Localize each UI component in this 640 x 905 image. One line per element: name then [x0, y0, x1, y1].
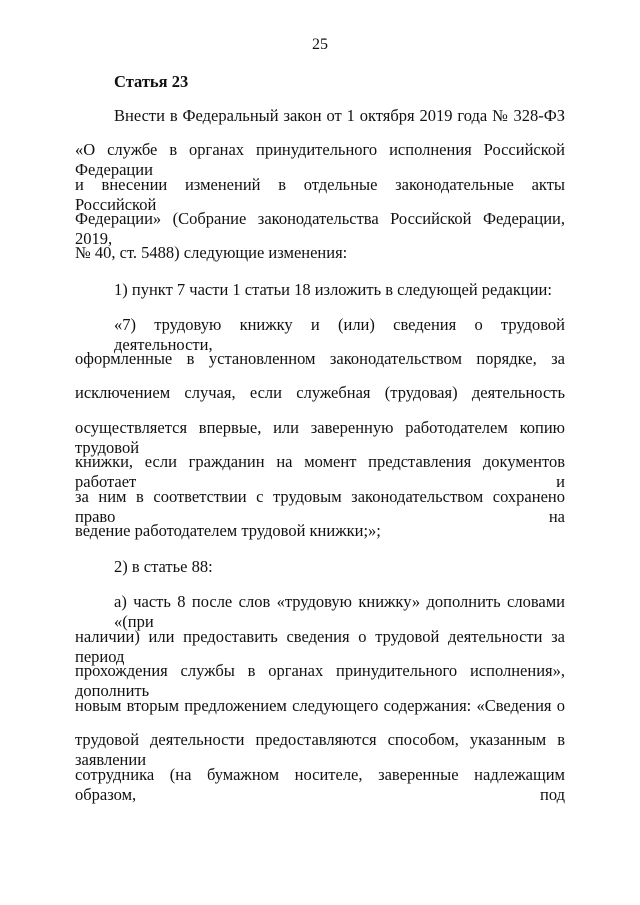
text-line: исключением случая, если служебная (трудовая) деятельность: [75, 383, 565, 402]
text-line: 1) пункт 7 части 1 статьи 18 изложить в следующей редакции:: [114, 280, 552, 299]
text-line: трудовой деятельности предоставляются способом, указанным в заявлении: [75, 730, 565, 769]
text-line: и внесении изменений в отдельные законодательные акты Российской: [75, 175, 565, 214]
text-line: Внести в Федеральный закон от 1 октября 2019 года № 328-ФЗ: [114, 106, 565, 125]
text-line: а) часть 8 после слов «трудовую книжку» дополнить словами «(при: [114, 592, 565, 631]
text-line: прохождения службы в органах принудительного исполнения», дополнить: [75, 661, 565, 700]
text-line: Федерации» (Собрание законодательства Российской Федерации, 2019,: [75, 209, 565, 248]
text-line: «7) трудовую книжку и (или) сведения о трудовой деятельности,: [114, 315, 565, 354]
text-line: за ним в соответствии с трудовым законодательством сохранено право на: [75, 487, 565, 526]
text-line: новым вторым предложением следующего содержания: «Сведения о: [75, 696, 565, 715]
text-line: ведение работодателем трудовой книжки;»;: [75, 521, 381, 540]
text-line: «О службе в органах принудительного исполнения Российской Федерации: [75, 140, 565, 179]
text-line: оформленные в установленном законодательством порядке, за: [75, 349, 565, 368]
text-line: № 40, ст. 5488) следующие изменения:: [75, 243, 348, 262]
text-line: книжки, если гражданин на момент представления документов работает и: [75, 452, 565, 491]
text-line: 2) в статье 88:: [114, 557, 213, 576]
text-line: сотрудника (на бумажном носителе, заверенные надлежащим образом, под: [75, 765, 565, 804]
page-number: 25: [312, 36, 328, 53]
text-line: осуществляется впервые, или заверенную работодателем копию трудовой: [75, 418, 565, 457]
text-line: наличии) или предоставить сведения о трудовой деятельности за период: [75, 627, 565, 666]
article-heading: Статья 23: [114, 72, 189, 91]
